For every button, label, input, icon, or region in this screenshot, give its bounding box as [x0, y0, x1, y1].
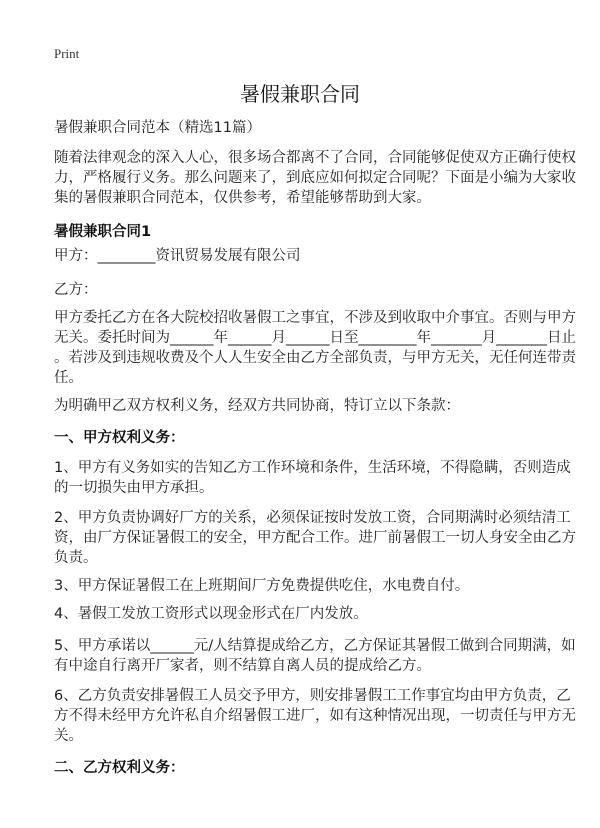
section-heading: 二、乙方权利义务： [54, 760, 185, 776]
section-heading: 一、甲方权利义务： [54, 430, 185, 446]
contract-heading: 暑假兼职合同1 [54, 224, 152, 240]
clause-5: 5、甲方承诺以______元/人结算提成给乙方，乙方保证其暑假工做到合同期满，如 有中途自行离开厂家者，则不结算自离人员的提成给乙方。 [54, 638, 576, 674]
clause-2: 2、甲方负责协调好厂方的关系，必须保证按时发放工资，合同期满时必须结清工 资，由厂方保证暑假工的安全，甲方配合工作。进厂前暑假工一切人身安全由乙方 负责。 [54, 510, 576, 566]
clause-1: 1、甲方有义务如实的告知乙方工作环境和条件，生活环境，不得隐瞒，否则造成 的一切损失由甲方承担。 [54, 460, 571, 496]
clause-3: 3、甲方保证暑假工在上班期间厂方免费提供吃住，水电费自付。 [54, 578, 470, 594]
clause-6: 6、乙方负责安排暑假工人员交予甲方，则安排暑假工工作事宜均由甲方负责，乙 方不得未经甲方允许私自介绍暑假工进厂，如有这种情况出现，一切责任与甲方无 关。 [54, 688, 576, 744]
party-a: 甲方：________资讯贸易发展有限公司 [54, 248, 301, 264]
intro-paragraph: 随着法律观念的深入人心，很多场合都离不了合同，合同能够促使双方正确行使权 力，严格履行义务。那么问题来了，到底应如何拟定合同呢？下面是小编为大家收 集的暑假兼职合同范本，仅供参考，希望能够帮助到大家。 [54, 150, 576, 206]
party-b: 乙方： [54, 282, 98, 298]
clause-4: 4、暑假工发放工资形式以现金形式在厂内发放。 [54, 606, 368, 622]
print-link[interactable]: Print [54, 46, 80, 61]
preamble: 为明确甲乙双方权利义务，经双方共同协商，特订立以下条款： [54, 398, 460, 414]
entrust-paragraph: 甲方委托乙方在各大院校招收暑假工之事宜，不涉及到收取中介事宜。否则与甲方 无关。委托时间为______年______月______日至________年_______月_______日止 。若涉及到违规收费及个人人生安全由乙方全部负责，与甲方无关，无任何连带责 任。 [54, 310, 576, 386]
document-title: 暑假兼职合同 [240, 82, 360, 106]
subtitle: 暑假兼职合同范本（精选11篇） [54, 120, 261, 136]
